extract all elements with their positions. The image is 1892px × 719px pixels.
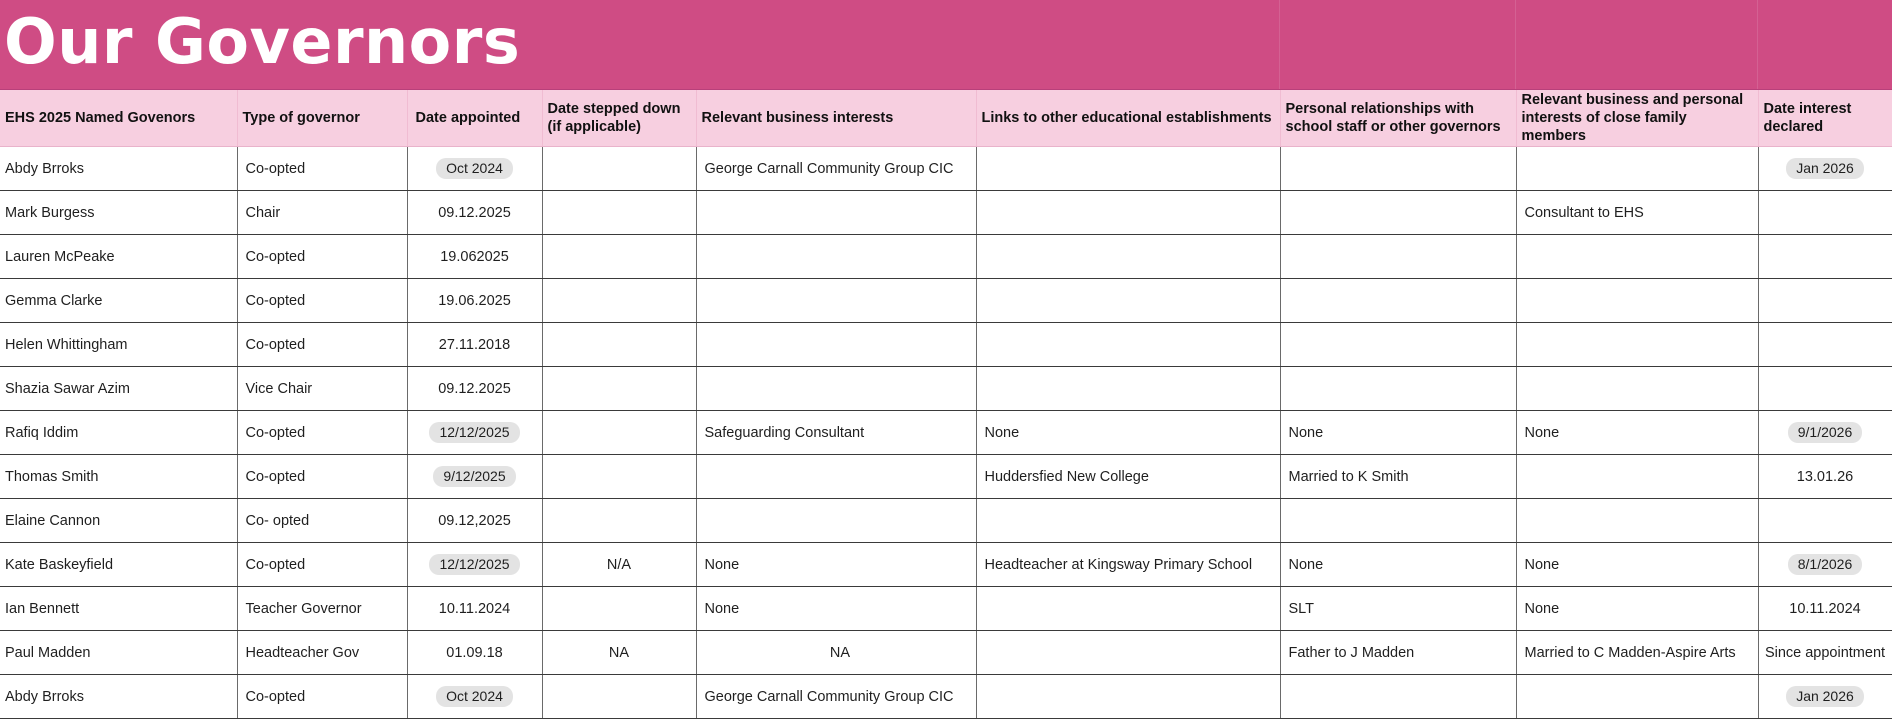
personal-relationships-cell: None [1280, 411, 1516, 455]
business-interests-cell: Safeguarding Consultant [696, 411, 976, 455]
date-declared-cell [1758, 367, 1892, 411]
date-chip: 12/12/2025 [429, 422, 519, 443]
business-interests-cell: None [696, 587, 976, 631]
date-appointed-cell: 09.12,2025 [407, 499, 542, 543]
column-header-date-appointed: Date appointed [407, 90, 542, 147]
date-declared-cell [1758, 499, 1892, 543]
table-row [0, 367, 1892, 411]
date-chip: 12/12/2025 [429, 554, 519, 575]
governor-name-cell: Lauren McPeake [0, 235, 237, 279]
governor-name-cell: Elaine Cannon [0, 499, 237, 543]
personal-relationships-cell: Married to K Smith [1280, 455, 1516, 499]
date-appointed-cell: 19.062025 [407, 235, 542, 279]
governor-name-cell: Ian Bennett [0, 587, 237, 631]
date-declared-cell [1758, 411, 1892, 455]
educational-links-cell: None [976, 411, 1280, 455]
date-appointed-cell [407, 675, 542, 719]
personal-relationships-cell [1280, 499, 1516, 543]
business-interests-cell [696, 367, 976, 411]
personal-relationships-cell [1280, 235, 1516, 279]
governor-type-cell: Teacher Governor [237, 587, 407, 631]
family-interests-cell [1516, 279, 1758, 323]
governor-name-cell: Helen Whittingham [0, 323, 237, 367]
governor-name-cell: Thomas Smith [0, 455, 237, 499]
date-declared-cell: 10.11.2024 [1758, 587, 1892, 631]
governor-type-cell: Co-opted [237, 675, 407, 719]
banner-divider [1515, 0, 1516, 89]
family-interests-cell: None [1516, 543, 1758, 587]
date-chip: Jan 2026 [1786, 686, 1864, 707]
date-declared-cell [1758, 323, 1892, 367]
governors-table [0, 90, 1892, 719]
date-chip: 9/1/2026 [1788, 422, 1863, 443]
educational-links-cell [976, 191, 1280, 235]
family-interests-cell [1516, 455, 1758, 499]
table-header-row [0, 90, 1892, 147]
date-stepped-down-cell [542, 587, 696, 631]
table-row [0, 675, 1892, 719]
date-declared-cell [1758, 147, 1892, 191]
family-interests-cell [1516, 323, 1758, 367]
educational-links-cell [976, 367, 1280, 411]
column-header-date-stepped-down: Date stepped down (if applicable) [542, 90, 696, 147]
educational-links-cell: Huddersfied New College [976, 455, 1280, 499]
date-stepped-down-cell [542, 323, 696, 367]
business-interests-cell [696, 455, 976, 499]
educational-links-cell [976, 323, 1280, 367]
date-stepped-down-cell [542, 499, 696, 543]
educational-links-cell [976, 147, 1280, 191]
governor-name-cell: Gemma Clarke [0, 279, 237, 323]
date-appointed-cell [407, 455, 542, 499]
date-appointed-cell: 09.12.2025 [407, 367, 542, 411]
educational-links-cell: Headteacher at Kingsway Primary School [976, 543, 1280, 587]
table-row [0, 191, 1892, 235]
column-header-type: Type of governor [237, 90, 407, 147]
business-interests-cell: None [696, 543, 976, 587]
table-row [0, 235, 1892, 279]
business-interests-cell [696, 499, 976, 543]
governor-type-cell: Vice Chair [237, 367, 407, 411]
governor-type-cell: Co-opted [237, 235, 407, 279]
business-interests-cell [696, 279, 976, 323]
business-interests-cell: George Carnall Community Group CIC [696, 675, 976, 719]
personal-relationships-cell [1280, 279, 1516, 323]
date-declared-cell: 13.01.26 [1758, 455, 1892, 499]
column-header-personal-relationships: Personal relationships with school staff or other governors [1280, 90, 1516, 147]
date-stepped-down-cell: NA [542, 631, 696, 675]
personal-relationships-cell [1280, 147, 1516, 191]
governor-type-cell: Co-opted [237, 147, 407, 191]
date-declared-cell [1758, 279, 1892, 323]
date-appointed-cell [407, 147, 542, 191]
date-declared-cell [1758, 543, 1892, 587]
governor-name-cell: Shazia Sawar Azim [0, 367, 237, 411]
page-title: Our Governors [4, 5, 521, 78]
personal-relationships-cell [1280, 191, 1516, 235]
business-interests-cell: George Carnall Community Group CIC [696, 147, 976, 191]
educational-links-cell [976, 587, 1280, 631]
family-interests-cell [1516, 499, 1758, 543]
governor-type-cell: Headteacher Gov [237, 631, 407, 675]
date-appointed-cell: 09.12.2025 [407, 191, 542, 235]
title-banner [0, 0, 1892, 90]
family-interests-cell [1516, 367, 1758, 411]
personal-relationships-cell: SLT [1280, 587, 1516, 631]
date-chip: 8/1/2026 [1788, 554, 1863, 575]
family-interests-cell [1516, 675, 1758, 719]
table-row [0, 543, 1892, 587]
date-declared-cell [1758, 235, 1892, 279]
table-row [0, 279, 1892, 323]
table-row [0, 323, 1892, 367]
governor-type-cell: Co- opted [237, 499, 407, 543]
date-chip: Oct 2024 [436, 158, 513, 179]
governor-type-cell: Co-opted [237, 323, 407, 367]
family-interests-cell: Married to C Madden-Aspire Arts [1516, 631, 1758, 675]
date-chip: Jan 2026 [1786, 158, 1864, 179]
governor-name-cell: Kate Baskeyfield [0, 543, 237, 587]
family-interests-cell: Consultant to EHS [1516, 191, 1758, 235]
business-interests-cell [696, 235, 976, 279]
governor-type-cell: Co-opted [237, 455, 407, 499]
date-stepped-down-cell [542, 367, 696, 411]
family-interests-cell [1516, 147, 1758, 191]
governor-type-cell: Co-opted [237, 543, 407, 587]
personal-relationships-cell [1280, 323, 1516, 367]
educational-links-cell [976, 279, 1280, 323]
educational-links-cell [976, 631, 1280, 675]
date-declared-cell: Since appointment [1758, 631, 1892, 675]
column-header-business-interests: Relevant business interests [696, 90, 976, 147]
governor-name-cell: Rafiq Iddim [0, 411, 237, 455]
date-stepped-down-cell [542, 279, 696, 323]
column-header-name: EHS 2025 Named Govenors [0, 90, 237, 147]
family-interests-cell: None [1516, 411, 1758, 455]
column-header-family-interests: Relevant business and personal interests of close family members [1516, 90, 1758, 147]
personal-relationships-cell [1280, 367, 1516, 411]
table-row [0, 499, 1892, 543]
governor-type-cell: Co-opted [237, 411, 407, 455]
family-interests-cell: None [1516, 587, 1758, 631]
date-declared-cell [1758, 191, 1892, 235]
banner-divider [1757, 0, 1758, 89]
table-row [0, 147, 1892, 191]
date-declared-cell [1758, 675, 1892, 719]
governor-type-cell: Co-opted [237, 279, 407, 323]
governor-type-cell: Chair [237, 191, 407, 235]
table-row [0, 587, 1892, 631]
date-stepped-down-cell [542, 675, 696, 719]
column-header-educational-links: Links to other educational establishments [976, 90, 1280, 147]
table-row [0, 455, 1892, 499]
date-appointed-cell: 19.06.2025 [407, 279, 542, 323]
date-stepped-down-cell [542, 235, 696, 279]
date-appointed-cell [407, 411, 542, 455]
table-row [0, 631, 1892, 675]
date-stepped-down-cell [542, 411, 696, 455]
personal-relationships-cell: Father to J Madden [1280, 631, 1516, 675]
date-appointed-cell [407, 543, 542, 587]
governor-name-cell: Abdy Brroks [0, 675, 237, 719]
educational-links-cell [976, 675, 1280, 719]
personal-relationships-cell: None [1280, 543, 1516, 587]
business-interests-cell: NA [696, 631, 976, 675]
educational-links-cell [976, 235, 1280, 279]
governor-name-cell: Abdy Brroks [0, 147, 237, 191]
date-chip: Oct 2024 [436, 686, 513, 707]
personal-relationships-cell [1280, 675, 1516, 719]
date-appointed-cell: 27.11.2018 [407, 323, 542, 367]
date-stepped-down-cell [542, 191, 696, 235]
table-row [0, 411, 1892, 455]
date-chip: 9/12/2025 [433, 466, 515, 487]
family-interests-cell [1516, 235, 1758, 279]
date-stepped-down-cell [542, 147, 696, 191]
governor-name-cell: Mark Burgess [0, 191, 237, 235]
governor-name-cell: Paul Madden [0, 631, 237, 675]
educational-links-cell [976, 499, 1280, 543]
business-interests-cell [696, 323, 976, 367]
date-stepped-down-cell [542, 455, 696, 499]
date-appointed-cell: 10.11.2024 [407, 587, 542, 631]
date-appointed-cell: 01.09.18 [407, 631, 542, 675]
business-interests-cell [696, 191, 976, 235]
column-header-date-declared: Date interest declared [1758, 90, 1892, 147]
banner-divider [1279, 0, 1280, 89]
date-stepped-down-cell: N/A [542, 543, 696, 587]
